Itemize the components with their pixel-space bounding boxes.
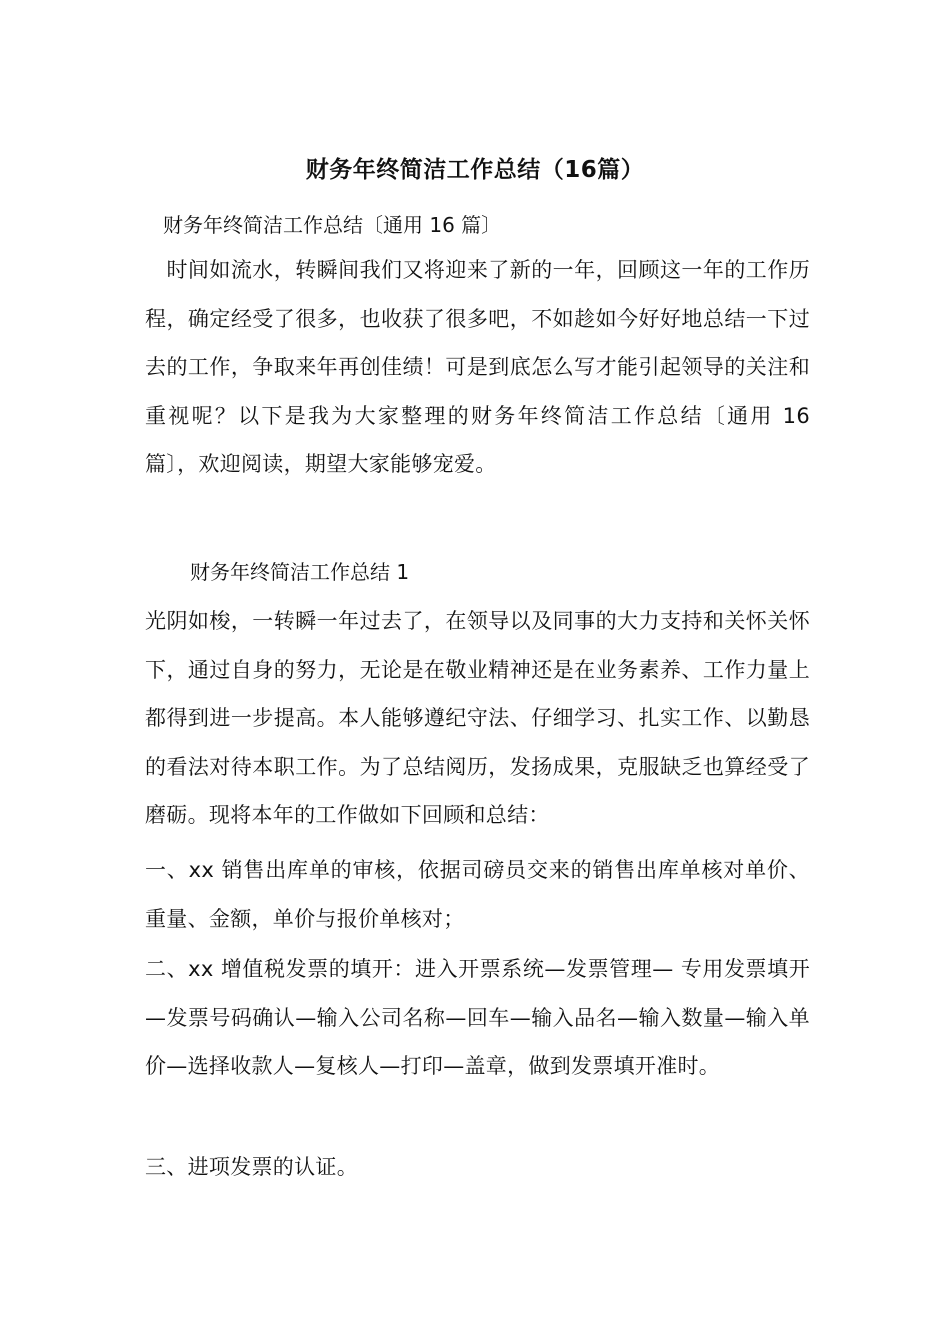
section-title: 财务年终简洁工作总结 1 [190,560,410,584]
intro-paragraph: 时间如流水，转瞬间我们又将迎来了新的一年，回顾这一年的工作历程，确定经受了很多，也收获了很多吧，不如趁如今好好地总结一下过去的工作，争取来年再创佳绩！可是到底怎么写才能引起领导的关注和重视呢？以下是我为大家整理的财务年终简洁工作总结〔通用 16 篇〕，欢迎阅读，期望大家能够宠爱。 [145,258,810,476]
body-paragraph-1: 光阴如梭，一转瞬一年过去了，在领导以及同事的大力支持和关怀关怀下，通过自身的努力，无论是在敬业精神还是在业务素养、工作力量上都得到进一步提高。本人能够遵纪守法、仔细学习、扎实工作、以勤恳的看法对待本职工作。为了总结阅历，发扬成果，克服缺乏也算经受了磨砺。现将本年的工作做如下回顾和总结： [145,609,810,827]
body-paragraph-2: 一、xx 销售出库单的审核，依据司磅员交来的销售出库单核对单价、重量、金额，单价与报价单核对； [145,858,810,931]
body-paragraph-4: 三、进项发票的认证。 [145,1155,358,1179]
body-paragraph-3: 二、xx 增值税发票的填开：进入开票系统—发票管理— 专用发票填开—发票号码确认—输入公司名称—回车—输入品名—输入数量—输入单价—选择收款人—复核人—打印—盖章，做到发票填开准时。 [145,957,810,1078]
document-title: 财务年终简洁工作总结（16篇） [305,157,645,183]
document-subtitle: 财务年终简洁工作总结〔通用 16 篇〕 [163,213,502,237]
